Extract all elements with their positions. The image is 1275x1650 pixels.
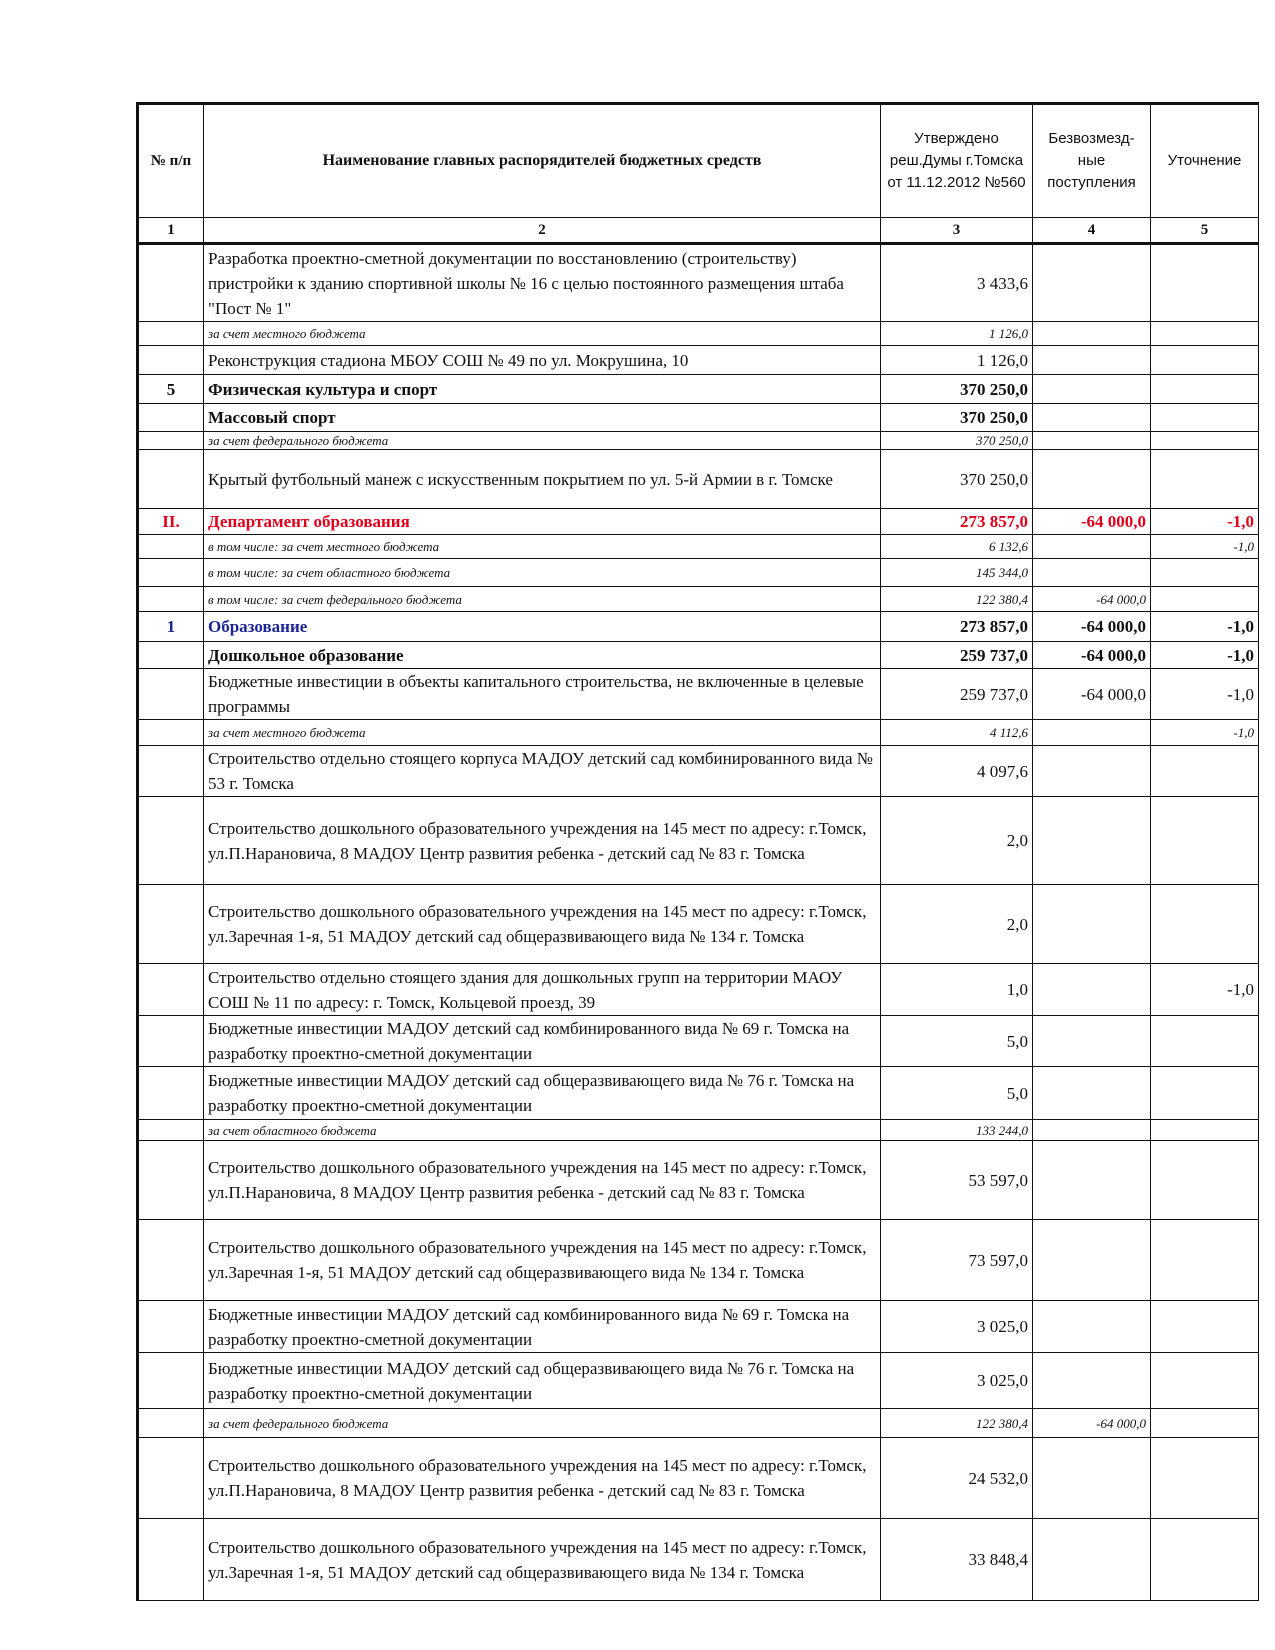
- row-number: [138, 1067, 204, 1120]
- row-approved-amount: 6 132,6: [881, 535, 1033, 559]
- row-approved-amount: 1 126,0: [881, 346, 1033, 375]
- row-number: [138, 1120, 204, 1141]
- row-approved-amount: 259 737,0: [881, 669, 1033, 720]
- row-number: [138, 964, 204, 1016]
- row-grants-amount: [1033, 1120, 1151, 1141]
- row-grants-amount: [1033, 244, 1151, 322]
- col-header-number: № п/п: [138, 104, 204, 218]
- table-row: [138, 404, 1259, 432]
- row-name: Крытый футбольный манеж с искусственным покрытием по ул. 5-й Армии в г. Томске: [204, 450, 881, 509]
- row-grants-amount: [1033, 1519, 1151, 1601]
- col-number: 5: [1151, 218, 1259, 244]
- row-number: [138, 1220, 204, 1301]
- row-name: Строительство дошкольного образовательного учреждения на 145 мест по адресу: г.Томск, ул.Заречная 1-я, 51 МАДОУ детский сад общеразвивающего вида № 134 г. Томска: [204, 885, 881, 964]
- row-number: [138, 1301, 204, 1353]
- row-number: II.: [138, 509, 204, 535]
- row-approved-amount: 259 737,0: [881, 642, 1033, 669]
- row-number: [138, 1438, 204, 1519]
- table-row: [138, 746, 1259, 797]
- row-name: Департамент образования: [204, 509, 881, 535]
- row-number: [138, 432, 204, 450]
- table-row: [138, 346, 1259, 375]
- row-adjust-amount: [1151, 1067, 1259, 1120]
- row-adjust-amount: [1151, 450, 1259, 509]
- row-number: [138, 720, 204, 746]
- table-row: [138, 720, 1259, 746]
- row-approved-amount: 133 244,0: [881, 1120, 1033, 1141]
- row-adjust-amount: [1151, 1120, 1259, 1141]
- row-grants-amount: [1033, 1438, 1151, 1519]
- row-approved-amount: 370 250,0: [881, 404, 1033, 432]
- row-number: [138, 797, 204, 885]
- row-grants-amount: [1033, 404, 1151, 432]
- row-approved-amount: 4 097,6: [881, 746, 1033, 797]
- row-grants-amount: [1033, 375, 1151, 404]
- row-approved-amount: 5,0: [881, 1016, 1033, 1067]
- row-number: [138, 450, 204, 509]
- row-number: [138, 404, 204, 432]
- table-row: [138, 587, 1259, 612]
- row-adjust-amount: [1151, 559, 1259, 587]
- row-adjust-amount: [1151, 1353, 1259, 1409]
- row-adjust-amount: [1151, 885, 1259, 964]
- row-grants-amount: [1033, 964, 1151, 1016]
- row-name: Строительство дошкольного образовательного учреждения на 145 мест по адресу: г.Томск, ул.П.Нарановича, 8 МАДОУ Центр развития ребенка - детский сад № 83 г. Томска: [204, 1141, 881, 1220]
- table-row: [138, 1141, 1259, 1220]
- column-number-row: [138, 218, 1259, 244]
- table-row: [138, 509, 1259, 535]
- row-approved-amount: 33 848,4: [881, 1519, 1033, 1601]
- row-name: за счет местного бюджета: [204, 322, 881, 346]
- row-approved-amount: 4 112,6: [881, 720, 1033, 746]
- row-approved-amount: 122 380,4: [881, 587, 1033, 612]
- row-approved-amount: 24 532,0: [881, 1438, 1033, 1519]
- row-grants-amount: [1033, 432, 1151, 450]
- row-number: [138, 244, 204, 322]
- table-row: [138, 322, 1259, 346]
- row-adjust-amount: -1,0: [1151, 669, 1259, 720]
- table-row: [138, 1120, 1259, 1141]
- row-adjust-amount: -1,0: [1151, 535, 1259, 559]
- table-row: [138, 1519, 1259, 1601]
- row-adjust-amount: [1151, 587, 1259, 612]
- row-adjust-amount: [1151, 1409, 1259, 1438]
- row-number: 5: [138, 375, 204, 404]
- col-number: 3: [881, 218, 1033, 244]
- row-approved-amount: 370 250,0: [881, 450, 1033, 509]
- row-adjust-amount: [1151, 746, 1259, 797]
- row-number: [138, 559, 204, 587]
- row-adjust-amount: -1,0: [1151, 612, 1259, 642]
- table-row: [138, 964, 1259, 1016]
- row-adjust-amount: [1151, 432, 1259, 450]
- row-number: [138, 535, 204, 559]
- row-approved-amount: 3 025,0: [881, 1301, 1033, 1353]
- row-approved-amount: 53 597,0: [881, 1141, 1033, 1220]
- row-name: Разработка проектно-сметной документации по восстановлению (строительству) пристройки к зданию спортивной школы № 16 с целью постоянного размещения штаба "Пост № 1": [204, 244, 881, 322]
- row-adjust-amount: [1151, 797, 1259, 885]
- row-name: Бюджетные инвестиции в объекты капитального строительства, не включенные в целевые программы: [204, 669, 881, 720]
- row-adjust-amount: [1151, 375, 1259, 404]
- row-approved-amount: 273 857,0: [881, 612, 1033, 642]
- row-name: Физическая культура и спорт: [204, 375, 881, 404]
- row-name: Строительство дошкольного образовательного учреждения на 145 мест по адресу: г.Томск, ул.Заречная 1-я, 51 МАДОУ детский сад общеразвивающего вида № 134 г. Томска: [204, 1519, 881, 1601]
- row-grants-amount: -64 000,0: [1033, 509, 1151, 535]
- row-grants-amount: [1033, 885, 1151, 964]
- row-adjust-amount: [1151, 1016, 1259, 1067]
- row-name: Строительство отдельно стоящего корпуса МАДОУ детский сад комбинированного вида № 53 г. Томска: [204, 746, 881, 797]
- row-grants-amount: [1033, 746, 1151, 797]
- row-number: [138, 669, 204, 720]
- row-adjust-amount: [1151, 1519, 1259, 1601]
- row-name: в том числе: за счет областного бюджета: [204, 559, 881, 587]
- row-name: Строительство дошкольного образовательного учреждения на 145 мест по адресу: г.Томск, ул.П.Нарановича, 8 МАДОУ Центр развития ребенка - детский сад № 83 г. Томска: [204, 1438, 881, 1519]
- table-row: [138, 797, 1259, 885]
- row-number: [138, 346, 204, 375]
- row-grants-amount: [1033, 797, 1151, 885]
- row-approved-amount: 273 857,0: [881, 509, 1033, 535]
- row-name: в том числе: за счет федерального бюджета: [204, 587, 881, 612]
- row-adjust-amount: [1151, 346, 1259, 375]
- row-adjust-amount: [1151, 244, 1259, 322]
- col-header-approved: Утверждено реш.Думы г.Томска от 11.12.2012 №560: [881, 104, 1033, 218]
- row-number: [138, 1141, 204, 1220]
- row-grants-amount: [1033, 559, 1151, 587]
- table-row: [138, 244, 1259, 322]
- row-approved-amount: 122 380,4: [881, 1409, 1033, 1438]
- row-name: Строительство отдельно стоящего здания для дошкольных групп на территории МАОУ СОШ № 11 по адресу: г. Томск, Кольцевой проезд, 39: [204, 964, 881, 1016]
- row-grants-amount: [1033, 1301, 1151, 1353]
- table-row: [138, 432, 1259, 450]
- row-name: Строительство дошкольного образовательного учреждения на 145 мест по адресу: г.Томск, ул.Заречная 1-я, 51 МАДОУ детский сад общеразвивающего вида № 134 г. Томска: [204, 1220, 881, 1301]
- col-header-adjust: Уточнение: [1151, 104, 1259, 218]
- table-row: [138, 1301, 1259, 1353]
- row-name: Реконструкция стадиона МБОУ СОШ № 49 по ул. Мокрушина, 10: [204, 346, 881, 375]
- row-name: Бюджетные инвестиции МАДОУ детский сад общеразвивающего вида № 76 г. Томска на разработку проектно-сметной документации: [204, 1353, 881, 1409]
- row-name: за счет федерального бюджета: [204, 1409, 881, 1438]
- row-number: [138, 885, 204, 964]
- row-approved-amount: 1,0: [881, 964, 1033, 1016]
- col-header-name: Наименование главных распорядителей бюджетных средств: [204, 104, 881, 218]
- table-row: [138, 450, 1259, 509]
- row-grants-amount: [1033, 1067, 1151, 1120]
- row-name: Бюджетные инвестиции МАДОУ детский сад комбинированного вида № 69 г. Томска на разработку проектно-сметной документации: [204, 1016, 881, 1067]
- row-grants-amount: -64 000,0: [1033, 612, 1151, 642]
- table-row: [138, 1438, 1259, 1519]
- row-number: 1: [138, 612, 204, 642]
- row-approved-amount: 3 433,6: [881, 244, 1033, 322]
- row-number: [138, 322, 204, 346]
- col-header-grants: Безвозмезд-ные поступления: [1033, 104, 1151, 218]
- row-adjust-amount: [1151, 1301, 1259, 1353]
- row-grants-amount: [1033, 1141, 1151, 1220]
- header-row: [138, 104, 1259, 218]
- row-name: за счет местного бюджета: [204, 720, 881, 746]
- row-approved-amount: 5,0: [881, 1067, 1033, 1120]
- table-row: [138, 612, 1259, 642]
- row-approved-amount: 370 250,0: [881, 375, 1033, 404]
- col-number: 1: [138, 218, 204, 244]
- row-adjust-amount: [1151, 1141, 1259, 1220]
- row-name: Дошкольное образование: [204, 642, 881, 669]
- row-number: [138, 587, 204, 612]
- col-number: 4: [1033, 218, 1151, 244]
- row-approved-amount: 73 597,0: [881, 1220, 1033, 1301]
- row-adjust-amount: [1151, 1220, 1259, 1301]
- row-number: [138, 1409, 204, 1438]
- table-row: [138, 375, 1259, 404]
- row-number: [138, 746, 204, 797]
- table-row: [138, 1220, 1259, 1301]
- row-approved-amount: 370 250,0: [881, 432, 1033, 450]
- row-grants-amount: [1033, 720, 1151, 746]
- budget-table: [136, 102, 1259, 1601]
- row-approved-amount: 1 126,0: [881, 322, 1033, 346]
- row-adjust-amount: -1,0: [1151, 964, 1259, 1016]
- row-number: [138, 642, 204, 669]
- row-adjust-amount: [1151, 1438, 1259, 1519]
- row-adjust-amount: [1151, 322, 1259, 346]
- row-approved-amount: 2,0: [881, 885, 1033, 964]
- table-row: [138, 559, 1259, 587]
- row-grants-amount: -64 000,0: [1033, 587, 1151, 612]
- table-row: [138, 1409, 1259, 1438]
- col-number: 2: [204, 218, 881, 244]
- row-name: Строительство дошкольного образовательного учреждения на 145 мест по адресу: г.Томск, ул.П.Нарановича, 8 МАДОУ Центр развития ребенка - детский сад № 83 г. Томска: [204, 797, 881, 885]
- row-adjust-amount: [1151, 404, 1259, 432]
- row-grants-amount: -64 000,0: [1033, 642, 1151, 669]
- row-name: Образование: [204, 612, 881, 642]
- row-number: [138, 1353, 204, 1409]
- table-row: [138, 642, 1259, 669]
- row-grants-amount: [1033, 1016, 1151, 1067]
- row-grants-amount: -64 000,0: [1033, 669, 1151, 720]
- table-row: [138, 1016, 1259, 1067]
- table-row: [138, 669, 1259, 720]
- row-name: Бюджетные инвестиции МАДОУ детский сад комбинированного вида № 69 г. Томска на разработку проектно-сметной документации: [204, 1301, 881, 1353]
- row-approved-amount: 3 025,0: [881, 1353, 1033, 1409]
- row-adjust-amount: -1,0: [1151, 642, 1259, 669]
- table-row: [138, 1353, 1259, 1409]
- row-name: за счет федерального бюджета: [204, 432, 881, 450]
- row-name: Бюджетные инвестиции МАДОУ детский сад общеразвивающего вида № 76 г. Томска на разработку проектно-сметной документации: [204, 1067, 881, 1120]
- row-adjust-amount: -1,0: [1151, 720, 1259, 746]
- row-grants-amount: [1033, 450, 1151, 509]
- table-row: [138, 535, 1259, 559]
- table-row: [138, 1067, 1259, 1120]
- row-grants-amount: [1033, 1353, 1151, 1409]
- row-grants-amount: [1033, 535, 1151, 559]
- row-approved-amount: 2,0: [881, 797, 1033, 885]
- row-name: за счет областного бюджета: [204, 1120, 881, 1141]
- table-row: [138, 885, 1259, 964]
- row-grants-amount: [1033, 322, 1151, 346]
- row-number: [138, 1519, 204, 1601]
- row-grants-amount: -64 000,0: [1033, 1409, 1151, 1438]
- row-grants-amount: [1033, 346, 1151, 375]
- row-name: Массовый спорт: [204, 404, 881, 432]
- row-grants-amount: [1033, 1220, 1151, 1301]
- row-adjust-amount: -1,0: [1151, 509, 1259, 535]
- row-number: [138, 1016, 204, 1067]
- row-name: в том числе: за счет местного бюджета: [204, 535, 881, 559]
- row-approved-amount: 145 344,0: [881, 559, 1033, 587]
